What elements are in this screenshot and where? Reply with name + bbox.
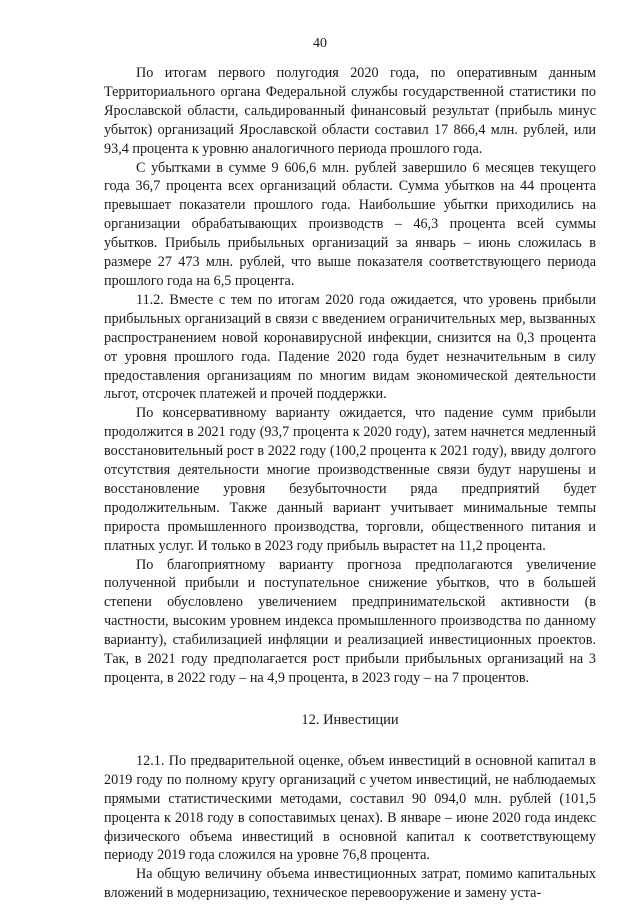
paragraph-losses: С убытками в сумме 9 606,6 млн. рублей завершило 6 месяцев текущего года 36,7 процента всех организаций области. Сумма убытков на 44 процента превышает показатели прошлого года. Наибольшие убытки приходились на организации обрабатывающих производств – 46,3 процента всей суммы убытков. Прибыль прибыльных организаций за январь – июнь сложилась в размере 27 473 млн. рублей, что выше показателя соответствующего периода прошлого года на 6,5 процента.	[104, 159, 596, 289]
paragraph-favorable-variant: По благоприятному варианту прогноза предполагаются увеличение полученной прибыли и поступательное снижение убытков, что в большей степени обусловлено увеличением предпринимательской активности (в частности, высоким уровнем индекса промышленного производства по данному варианту), стабилизацией инфляции и реализацией инвестиционных проектов. Так, в 2021 году предполагается рост прибыли прибыльных организаций на 3 процента, в 2022 году – на 4,9 процента, в 2023 году – на 7 процентов.	[104, 556, 596, 686]
paragraph-profit-first-half: По итогам первого полугодия 2020 года, по оперативным данным Территориального органа Федеральной службы государственной статистики по Ярославской области, сальдированный финансовый результат (прибыль минус убыток) организаций Ярославской области составил 17 866,4 млн. рублей, или 93,4 процента к уровню аналогичного периода прошлого года.	[104, 65, 596, 157]
document-body	[104, 64, 596, 903]
paragraph-11-2: 11.2. Вместе с тем по итогам 2020 года ожидается, что уровень прибыли прибыльных организаций в связи с введением ограничительных мер, вызванных распространением новой коронавирусной инфекции, снизится на 0,3 процента от уровня прошлого года. Падение 2020 года будет незначительным в силу предоставления организациям по многим видам экономической деятельности льгот, отсрочек платежей и прочей поддержки.	[104, 291, 596, 403]
paragraph-investment-costs: На общую величину объема инвестиционных затрат, помимо капитальных вложений в модернизацию, техническое перевооружение и замену уста-	[104, 866, 596, 902]
section-heading-investments: 12. Инвестиции	[301, 711, 399, 728]
page-number: 40	[313, 36, 327, 51]
paragraph-12-1: 12.1. По предварительной оценке, объем инвестиций в основной капитал в 2019 году по полному кругу организаций с учетом инвестиций, не наблюдаемых прямыми статистическими методами, составил 90 094,0 млн. рублей (101,5 процента к 2018 году в сопоставимых ценах). В январе – июне 2020 года индекс физического объема инвестиций в основной капитал к соответствующему периоду 2019 года сложился на уровне 76,8 процента.	[104, 752, 596, 864]
paragraph-conservative-variant: По консервативному варианту ожидается, что падение сумм прибыли продолжится в 2021 году (93,7 процента к 2020 году), затем начнется медленный восстановительный рост в 2022 году (100,2 процента к 2021 году), ввиду долгого отсутствия деятельности многие производственные связи будут нарушены и восстановление уровня безубыточности ряда предприятий будет продолжительным. Также данный вариант учитывает минимальные темпы прироста промышленного производства, торговли, общественного питания и платных услуг. И только в 2023 году прибыль вырастет на 11,2 процента.	[104, 405, 596, 554]
